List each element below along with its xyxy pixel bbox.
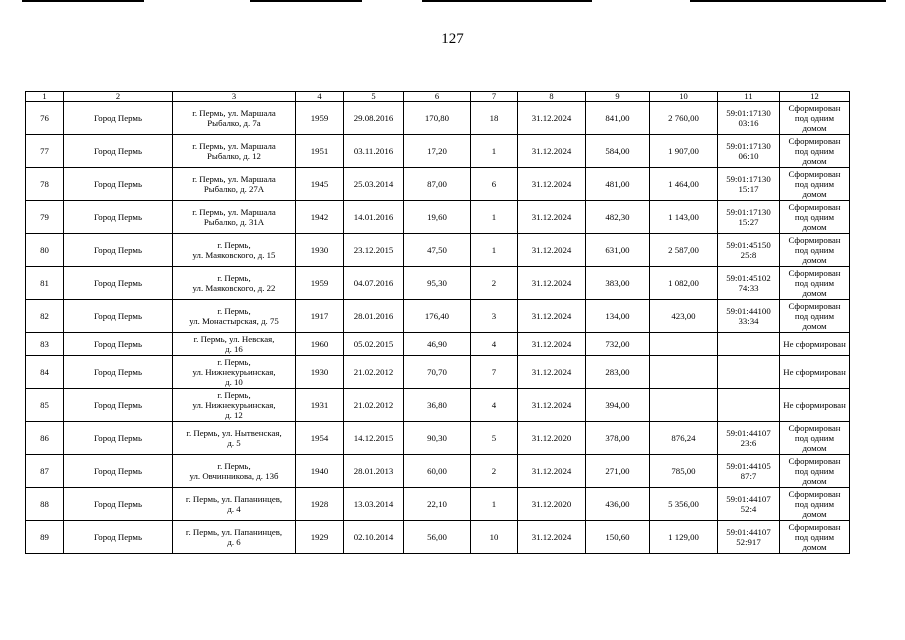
column-header: 8 — [518, 92, 586, 102]
land-status-cell: Не сформирован — [780, 333, 850, 356]
residents-cell: 6 — [471, 168, 518, 201]
land-area-cell: 378,00 — [586, 422, 650, 455]
cadastral-number-cell: 59:01:17130 15:17 — [718, 168, 780, 201]
build-year-cell: 1945 — [296, 168, 344, 201]
municipality-cell: Город Пермь — [64, 168, 173, 201]
table-row — [26, 267, 850, 300]
table-row — [26, 234, 850, 267]
municipality-cell: Город Пермь — [64, 135, 173, 168]
cadastral-number-cell: 59:01:44105 87:7 — [718, 455, 780, 488]
land-status-cell: Сформирован под одним домом — [780, 455, 850, 488]
cadastral-number-cell: 59:01:44107 23:6 — [718, 422, 780, 455]
land-area-cell: 134,00 — [586, 300, 650, 333]
cadastral-value-cell — [650, 333, 718, 356]
land-status-cell: Сформирован под одним домом — [780, 135, 850, 168]
land-status-cell: Сформирован под одним домом — [780, 102, 850, 135]
cadastral-number-cell — [718, 389, 780, 422]
column-header: 2 — [64, 92, 173, 102]
residents-cell: 1 — [471, 234, 518, 267]
cadastral-number-cell: 59:01:17130 15:27 — [718, 201, 780, 234]
cadastral-value-cell: 876,24 — [650, 422, 718, 455]
table-row — [26, 389, 850, 422]
resettlement-deadline-cell: 31.12.2024 — [518, 356, 586, 389]
land-status-cell: Не сформирован — [780, 389, 850, 422]
column-header: 6 — [404, 92, 471, 102]
cadastral-value-cell: 2 587,00 — [650, 234, 718, 267]
address-cell: г. Пермь, ул. Нытвенская, д. 5 — [173, 422, 296, 455]
resettlement-deadline-cell: 31.12.2024 — [518, 389, 586, 422]
land-area-cell: 150,60 — [586, 521, 650, 554]
area-cell: 170,80 — [404, 102, 471, 135]
address-cell: г. Пермь, ул. Монастырская, д. 75 — [173, 300, 296, 333]
header-row — [26, 92, 850, 102]
resettlement-deadline-cell: 31.12.2020 — [518, 488, 586, 521]
land-area-cell: 584,00 — [586, 135, 650, 168]
municipality-cell: Город Пермь — [64, 201, 173, 234]
land-status-cell: Сформирован под одним домом — [780, 267, 850, 300]
recognition-date-cell: 04.07.2016 — [344, 267, 404, 300]
area-cell: 17,20 — [404, 135, 471, 168]
land-area-cell: 482,30 — [586, 201, 650, 234]
recognition-date-cell: 13.03.2014 — [344, 488, 404, 521]
build-year-cell: 1959 — [296, 102, 344, 135]
top-border-line — [250, 0, 362, 2]
table-row — [26, 333, 850, 356]
column-header: 11 — [718, 92, 780, 102]
row-number-cell: 78 — [26, 168, 64, 201]
resettlement-deadline-cell: 31.12.2024 — [518, 234, 586, 267]
residents-cell: 1 — [471, 135, 518, 168]
row-number-cell: 89 — [26, 521, 64, 554]
cadastral-value-cell: 1 082,00 — [650, 267, 718, 300]
residents-cell: 3 — [471, 300, 518, 333]
row-number-cell: 83 — [26, 333, 64, 356]
address-cell: г. Пермь, ул. Нижнекурьинская, д. 10 — [173, 356, 296, 389]
area-cell: 36,80 — [404, 389, 471, 422]
build-year-cell: 1940 — [296, 455, 344, 488]
address-cell: г. Пермь, ул. Маршала Рыбалко, д. 31А — [173, 201, 296, 234]
address-cell: г. Пермь, ул. Маршала Рыбалко, д. 7а — [173, 102, 296, 135]
table-row — [26, 102, 850, 135]
land-area-cell: 481,00 — [586, 168, 650, 201]
recognition-date-cell: 25.03.2014 — [344, 168, 404, 201]
page-number: 127 — [441, 31, 464, 47]
recognition-date-cell: 21.02.2012 — [344, 389, 404, 422]
address-cell: г. Пермь, ул. Маяковского, д. 22 — [173, 267, 296, 300]
resettlement-deadline-cell: 31.12.2020 — [518, 422, 586, 455]
address-cell: г. Пермь, ул. Папанинцев, д. 4 — [173, 488, 296, 521]
housing-registry-table — [25, 91, 850, 554]
land-status-cell: Сформирован под одним домом — [780, 234, 850, 267]
municipality-cell: Город Пермь — [64, 455, 173, 488]
cadastral-value-cell: 5 356,00 — [650, 488, 718, 521]
resettlement-deadline-cell: 31.12.2024 — [518, 135, 586, 168]
recognition-date-cell: 05.02.2015 — [344, 333, 404, 356]
area-cell: 56,00 — [404, 521, 471, 554]
municipality-cell: Город Пермь — [64, 333, 173, 356]
resettlement-deadline-cell: 31.12.2024 — [518, 455, 586, 488]
recognition-date-cell: 03.11.2016 — [344, 135, 404, 168]
cadastral-value-cell: 785,00 — [650, 455, 718, 488]
row-number-cell: 76 — [26, 102, 64, 135]
build-year-cell: 1954 — [296, 422, 344, 455]
land-area-cell: 436,00 — [586, 488, 650, 521]
row-number-cell: 77 — [26, 135, 64, 168]
cadastral-value-cell: 423,00 — [650, 300, 718, 333]
recognition-date-cell: 21.02.2012 — [344, 356, 404, 389]
area-cell: 95,30 — [404, 267, 471, 300]
row-number-cell: 85 — [26, 389, 64, 422]
table-row — [26, 135, 850, 168]
land-area-cell: 394,00 — [586, 389, 650, 422]
land-status-cell: Сформирован под одним домом — [780, 422, 850, 455]
address-cell: г. Пермь, ул. Папанинцев, д. 6 — [173, 521, 296, 554]
area-cell: 176,40 — [404, 300, 471, 333]
column-header: 9 — [586, 92, 650, 102]
cadastral-number-cell: 59:01:44100 33:34 — [718, 300, 780, 333]
land-area-cell: 283,00 — [586, 356, 650, 389]
build-year-cell: 1931 — [296, 389, 344, 422]
land-area-cell: 383,00 — [586, 267, 650, 300]
address-cell: г. Пермь, ул. Маршала Рыбалко, д. 12 — [173, 135, 296, 168]
municipality-cell: Город Пермь — [64, 234, 173, 267]
build-year-cell: 1917 — [296, 300, 344, 333]
resettlement-deadline-cell: 31.12.2024 — [518, 521, 586, 554]
area-cell: 47,50 — [404, 234, 471, 267]
land-status-cell: Сформирован под одним домом — [780, 488, 850, 521]
row-number-cell: 87 — [26, 455, 64, 488]
area-cell: 22,10 — [404, 488, 471, 521]
build-year-cell: 1930 — [296, 356, 344, 389]
cadastral-number-cell — [718, 333, 780, 356]
resettlement-deadline-cell: 31.12.2024 — [518, 102, 586, 135]
resettlement-deadline-cell: 31.12.2024 — [518, 168, 586, 201]
recognition-date-cell: 28.01.2016 — [344, 300, 404, 333]
address-cell: г. Пермь, ул. Овчинникова, д. 13б — [173, 455, 296, 488]
resettlement-deadline-cell: 31.12.2024 — [518, 267, 586, 300]
municipality-cell: Город Пермь — [64, 488, 173, 521]
land-status-cell: Сформирован под одним домом — [780, 168, 850, 201]
cadastral-value-cell: 2 760,00 — [650, 102, 718, 135]
top-border-line — [690, 0, 886, 2]
column-header: 1 — [26, 92, 64, 102]
row-number-cell: 82 — [26, 300, 64, 333]
cadastral-value-cell: 1 907,00 — [650, 135, 718, 168]
cadastral-value-cell — [650, 356, 718, 389]
table-row — [26, 422, 850, 455]
recognition-date-cell: 14.01.2016 — [344, 201, 404, 234]
residents-cell: 10 — [471, 521, 518, 554]
municipality-cell: Город Пермь — [64, 102, 173, 135]
build-year-cell: 1929 — [296, 521, 344, 554]
recognition-date-cell: 29.08.2016 — [344, 102, 404, 135]
recognition-date-cell: 14.12.2015 — [344, 422, 404, 455]
address-cell: г. Пермь, ул. Маяковского, д. 15 — [173, 234, 296, 267]
cadastral-number-cell: 59:01:44107 52:4 — [718, 488, 780, 521]
row-number-cell: 84 — [26, 356, 64, 389]
build-year-cell: 1959 — [296, 267, 344, 300]
table-row — [26, 455, 850, 488]
top-border-line — [422, 0, 592, 2]
residents-cell: 2 — [471, 455, 518, 488]
municipality-cell: Город Пермь — [64, 422, 173, 455]
land-area-cell: 732,00 — [586, 333, 650, 356]
table-row — [26, 201, 850, 234]
cadastral-number-cell: 59:01:17130 06:10 — [718, 135, 780, 168]
address-cell: г. Пермь, ул. Маршала Рыбалко, д. 27А — [173, 168, 296, 201]
column-header: 7 — [471, 92, 518, 102]
municipality-cell: Город Пермь — [64, 389, 173, 422]
row-number-cell: 80 — [26, 234, 64, 267]
land-status-cell: Сформирован под одним домом — [780, 201, 850, 234]
resettlement-deadline-cell: 31.12.2024 — [518, 300, 586, 333]
cadastral-value-cell — [650, 389, 718, 422]
column-header: 4 — [296, 92, 344, 102]
residents-cell: 7 — [471, 356, 518, 389]
row-number-cell: 88 — [26, 488, 64, 521]
residents-cell: 18 — [471, 102, 518, 135]
build-year-cell: 1928 — [296, 488, 344, 521]
table-row — [26, 300, 850, 333]
build-year-cell: 1930 — [296, 234, 344, 267]
recognition-date-cell: 23.12.2015 — [344, 234, 404, 267]
area-cell: 46,90 — [404, 333, 471, 356]
cadastral-number-cell: 59:01:17130 03:16 — [718, 102, 780, 135]
column-header: 5 — [344, 92, 404, 102]
municipality-cell: Город Пермь — [64, 356, 173, 389]
cadastral-number-cell: 59:01:44107 52:917 — [718, 521, 780, 554]
recognition-date-cell: 02.10.2014 — [344, 521, 404, 554]
cadastral-number-cell: 59:01:45102 74:33 — [718, 267, 780, 300]
land-status-cell: Сформирован под одним домом — [780, 300, 850, 333]
row-number-cell: 81 — [26, 267, 64, 300]
cadastral-value-cell: 1 464,00 — [650, 168, 718, 201]
table-row — [26, 488, 850, 521]
municipality-cell: Город Пермь — [64, 521, 173, 554]
cadastral-number-cell — [718, 356, 780, 389]
address-cell: г. Пермь, ул. Нижнекурьинская, д. 12 — [173, 389, 296, 422]
table-row — [26, 168, 850, 201]
cadastral-number-cell: 59:01:45150 25:8 — [718, 234, 780, 267]
cadastral-value-cell: 1 143,00 — [650, 201, 718, 234]
cadastral-value-cell: 1 129,00 — [650, 521, 718, 554]
top-border-line — [22, 0, 144, 2]
resettlement-deadline-cell: 31.12.2024 — [518, 201, 586, 234]
residents-cell: 4 — [471, 389, 518, 422]
build-year-cell: 1951 — [296, 135, 344, 168]
row-number-cell: 86 — [26, 422, 64, 455]
municipality-cell: Город Пермь — [64, 300, 173, 333]
area-cell: 90,30 — [404, 422, 471, 455]
residents-cell: 5 — [471, 422, 518, 455]
column-header: 12 — [780, 92, 850, 102]
residents-cell: 1 — [471, 488, 518, 521]
residents-cell: 2 — [471, 267, 518, 300]
column-header: 10 — [650, 92, 718, 102]
land-area-cell: 841,00 — [586, 102, 650, 135]
residents-cell: 4 — [471, 333, 518, 356]
build-year-cell: 1960 — [296, 333, 344, 356]
column-header: 3 — [173, 92, 296, 102]
table-row — [26, 356, 850, 389]
area-cell: 70,70 — [404, 356, 471, 389]
address-cell: г. Пермь, ул. Невская, д. 16 — [173, 333, 296, 356]
residents-cell: 1 — [471, 201, 518, 234]
area-cell: 60,00 — [404, 455, 471, 488]
land-area-cell: 631,00 — [586, 234, 650, 267]
land-area-cell: 271,00 — [586, 455, 650, 488]
area-cell: 19,60 — [404, 201, 471, 234]
row-number-cell: 79 — [26, 201, 64, 234]
resettlement-deadline-cell: 31.12.2024 — [518, 333, 586, 356]
recognition-date-cell: 28.01.2013 — [344, 455, 404, 488]
build-year-cell: 1942 — [296, 201, 344, 234]
municipality-cell: Город Пермь — [64, 267, 173, 300]
land-status-cell: Не сформирован — [780, 356, 850, 389]
area-cell: 87,00 — [404, 168, 471, 201]
land-status-cell: Сформирован под одним домом — [780, 521, 850, 554]
table-row — [26, 521, 850, 554]
